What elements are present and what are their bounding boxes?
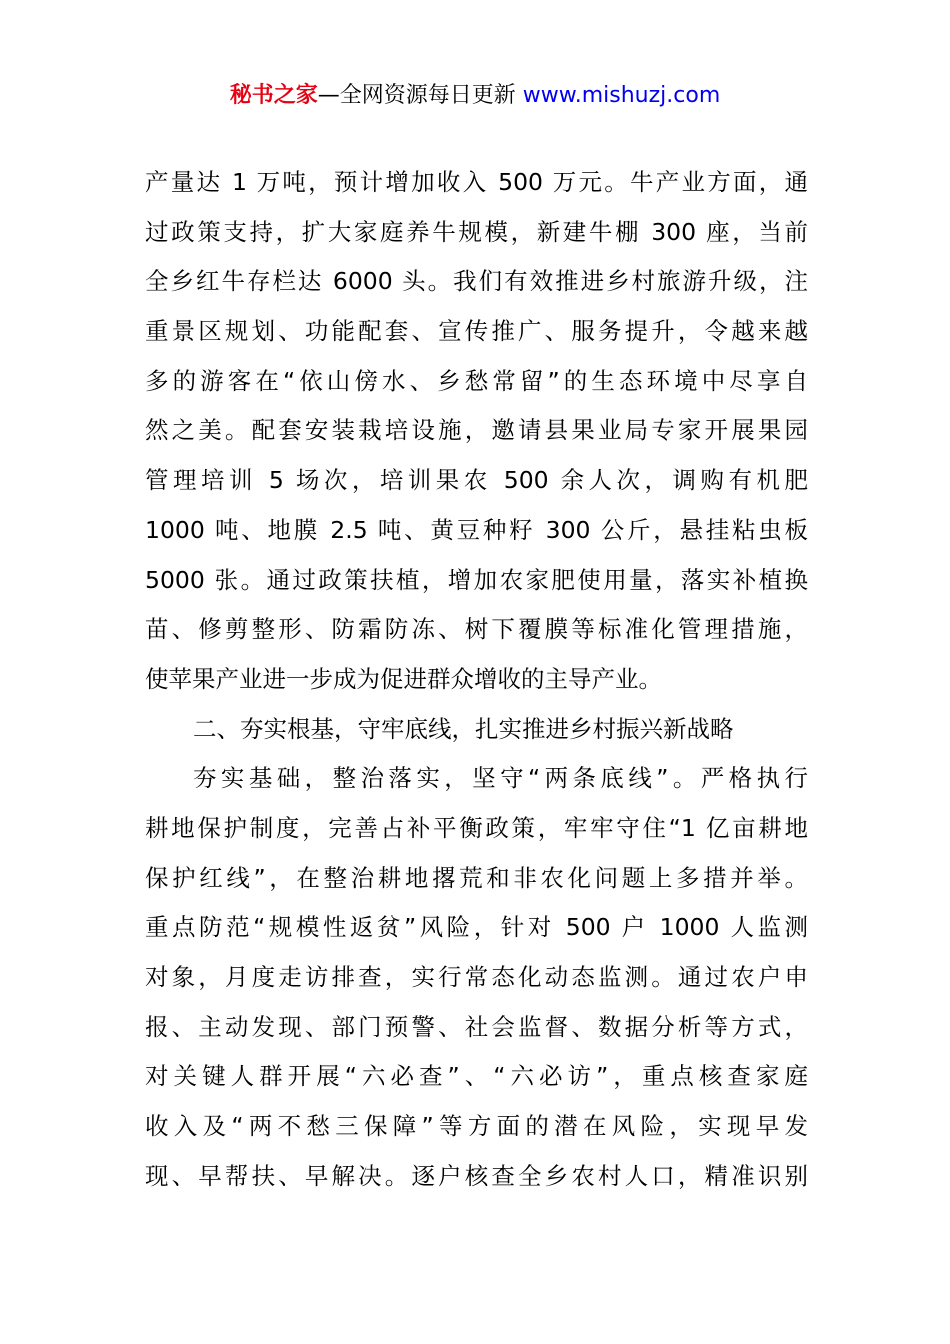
paragraph-line: 多的游客在“依山傍水、乡愁常留”的生态环境中尽享自 [145, 366, 808, 395]
paragraph-line: 1000 吨、地膜 2.5 吨、黄豆种籽 300 公斤，悬挂粘虫板 [145, 515, 808, 544]
brand-name: 秘书之家 [229, 83, 318, 108]
header-tagline: —全网资源每日更新 [317, 83, 516, 108]
paragraph-line: 产量达 1 万吨，预计增加收入 500 万元。牛产业方面，通 [145, 168, 808, 196]
paragraph-line: 现、早帮扶、早解决。逐户核查全乡农村人口，精准识别 [145, 1161, 808, 1190]
paragraph-line: 苗、修剪整形、防霜防冻、树下覆膜等标准化管理措施， [145, 615, 808, 644]
paragraph-line: 耕地保护制度，完善占补平衡政策，牢牢守住“1 亿亩耕地 [145, 813, 808, 842]
paragraph-line: 对象，月度走访排查，实行常态化动态监测。通过农户申 [145, 963, 808, 991]
paragraph-line: 夯实基础，整治落实，坚守“两条底线”。严格执行 [193, 764, 808, 793]
paragraph-line: 使苹果产业进一步成为促进群众增收的主导产业。 [145, 664, 662, 693]
section-heading: 二、夯实根基，守牢底线，扎实推进乡村振兴新战略 [193, 714, 734, 743]
paragraph-line: 保护红线”，在整治耕地撂荒和非农化问题上多措并举。 [145, 863, 808, 892]
paragraph-line: 重点防范“规模性返贫”风险，针对 500 户 1000 人监测 [145, 913, 808, 942]
paragraph-line: 收入及“两不愁三保障”等方面的潜在风险，实现早发 [145, 1112, 808, 1141]
paragraph-line: 对关键人群开展“六必查”、“六必访”，重点核查家庭 [145, 1062, 808, 1091]
page-header [0, 80, 950, 112]
site-link[interactable]: www.mishuzj.com [522, 83, 721, 108]
paragraph-line: 然之美。配套安装栽培设施，邀请县果业局专家开展果园 [145, 416, 808, 445]
document-body [145, 158, 808, 1201]
paragraph-line: 过政策支持，扩大家庭养牛规模，新建牛棚 300 座，当前 [145, 217, 808, 246]
paragraph-line: 报、主动发现、部门预警、社会监督、数据分析等方式， [145, 1012, 808, 1041]
paragraph-line: 全乡红牛存栏达 6000 头。我们有效推进乡村旅游升级，注 [145, 267, 808, 296]
paragraph-line: 重景区规划、功能配套、宣传推广、服务提升，令越来越 [145, 317, 808, 346]
paragraph-line: 5000 张。通过政策扶植，增加农家肥使用量，落实补植换 [145, 565, 808, 594]
paragraph-line: 管理培训 5 场次，培训果农 500 余人次，调购有机肥 [145, 466, 808, 495]
